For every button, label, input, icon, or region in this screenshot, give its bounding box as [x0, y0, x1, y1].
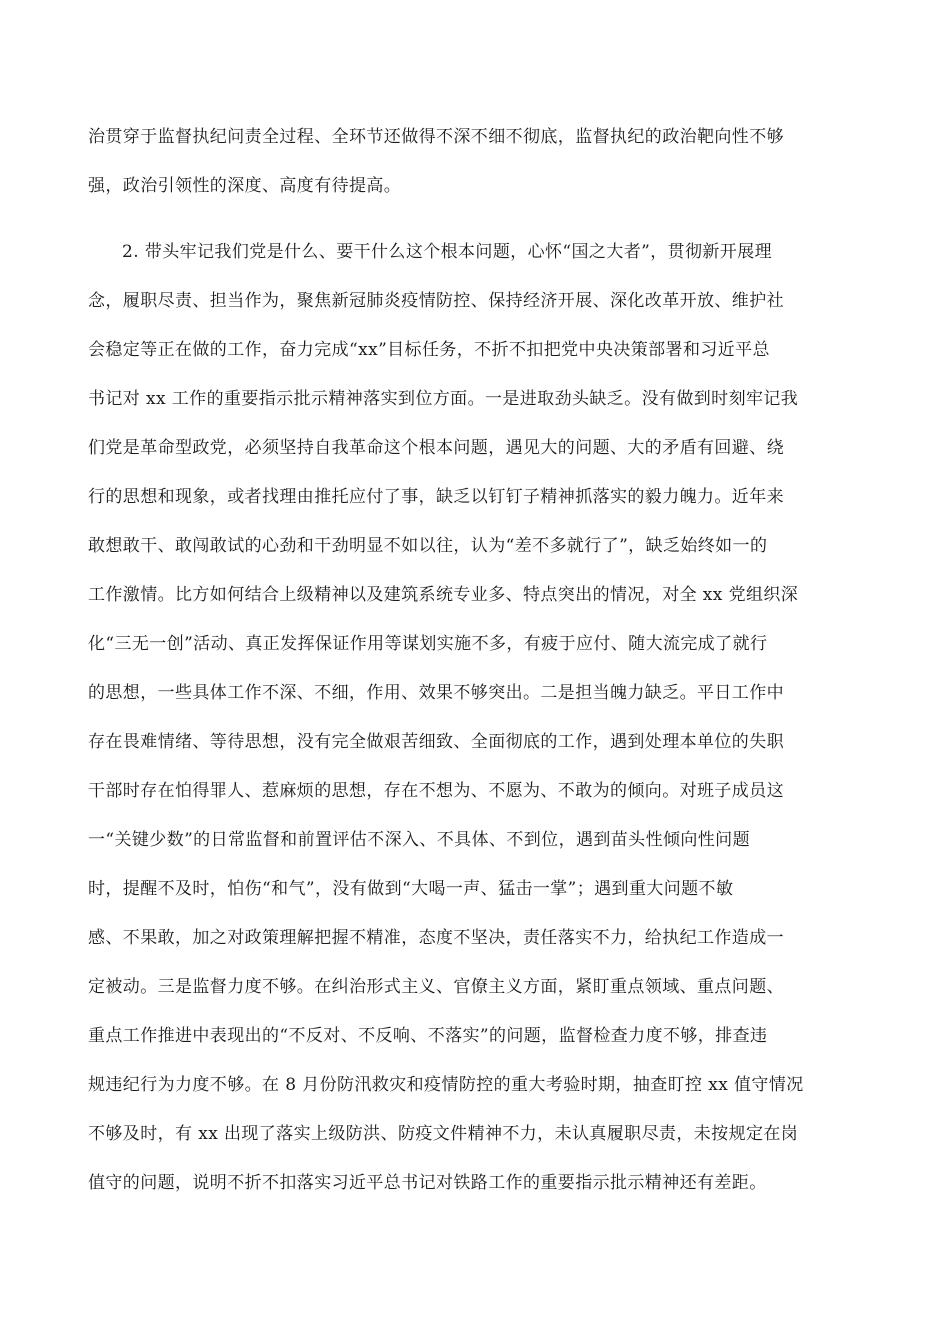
paragraph-line: 敢想敢干、敢闯敢试的心劲和干劲明显不如以往，认为“差不多就行了”，缺乏始终如一的: [88, 536, 768, 556]
paragraph-line: 重点工作推进中表现出的“不反对、不反响、不落实”的问题，监督检查力度不够，排查违: [88, 1026, 768, 1046]
paragraph-line: 一“关键少数”的日常监督和前置评估不深入、不具体、不到位，遇到苗头性倾向性问题: [88, 830, 750, 850]
paragraph-line: 定被动。三是监督力度不够。在纠治形式主义、官僚主义方面，紧盯重点领域、重点问题、: [88, 977, 784, 997]
paragraph-line: 感、不果敢，加之对政策理解把握不精准，态度不坚决，责任落实不力，给执纪工作造成一: [88, 928, 784, 948]
paragraph-line: 强，政治引领性的深度、高度有待提高。: [88, 176, 402, 196]
paragraph-line: 时，提醒不及时，怕伤“和气”，没有做到“大喝一声、猛击一掌”；遇到重大问题不敏: [88, 879, 734, 899]
paragraph-line: 们党是革命型政党，必须坚持自我革命这个根本问题，遇见大的问题、大的矛盾有回避、绕: [88, 438, 784, 458]
paragraph-line: 值守的问题，说明不折不扣落实习近平总书记对铁路工作的重要指示批示精神还有差距。: [88, 1173, 767, 1193]
paragraph-line: 会稳定等正在做的工作，奋力完成“xx”目标任务，不折不扣把党中央决策部署和习近平总: [88, 340, 770, 360]
paragraph-line: 治贯穿于监督执纪问责全过程、全环节还做得不深不细不彻底，监督执纪的政治靶向性不够: [88, 127, 784, 147]
paragraph-line: 不够及时，有 xx 出现了落实上级防洪、防疫文件精神不力，未认真履职尽责，未按规定在岗: [88, 1124, 799, 1144]
paragraph-line: 书记对 xx 工作的重要指示批示精神落实到位方面。一是进取劲头缺乏。没有做到时刻牢记我: [88, 389, 799, 409]
paragraph-line: 化“三无一创”活动、真正发挥保证作用等谋划实施不多，有疲于应付、随大流完成了就行: [88, 634, 768, 654]
paragraph-line: 行的思想和现象，或者找理由推托应付了事，缺乏以钉钉子精神抓落实的毅力魄力。近年来: [88, 487, 784, 507]
paragraph-line: 规违纪行为力度不够。在 8 月份防汛救灾和疫情防控的重大考验时期，抽查盯控 xx 值守情况: [88, 1075, 804, 1095]
paragraph-line: 存在畏难情绪、等待思想，没有完全做艰苦细致、全面彻底的工作，遇到处理本单位的失职: [88, 732, 784, 752]
paragraph-line: 干部时存在怕得罪人、惹麻烦的思想，存在不想为、不愿为、不敢为的倾向。对班子成员这: [88, 781, 784, 801]
paragraph-line: 的思想，一些具体工作不深、不细，作用、效果不够突出。二是担当魄力缺乏。平日工作中: [88, 683, 784, 703]
paragraph-line: 念，履职尽责、担当作为，聚焦新冠肺炎疫情防控、保持经济开展、深化改革开放、维护社: [88, 291, 784, 311]
paragraph-line: 工作激情。比方如何结合上级精神以及建筑系统专业多、特点突出的情况，对全 xx 党组织深: [88, 585, 799, 605]
paragraph-line: 2. 带头牢记我们党是什么、要干什么这个根本问题，心怀“国之大者”，贯彻新开展理: [122, 242, 773, 262]
